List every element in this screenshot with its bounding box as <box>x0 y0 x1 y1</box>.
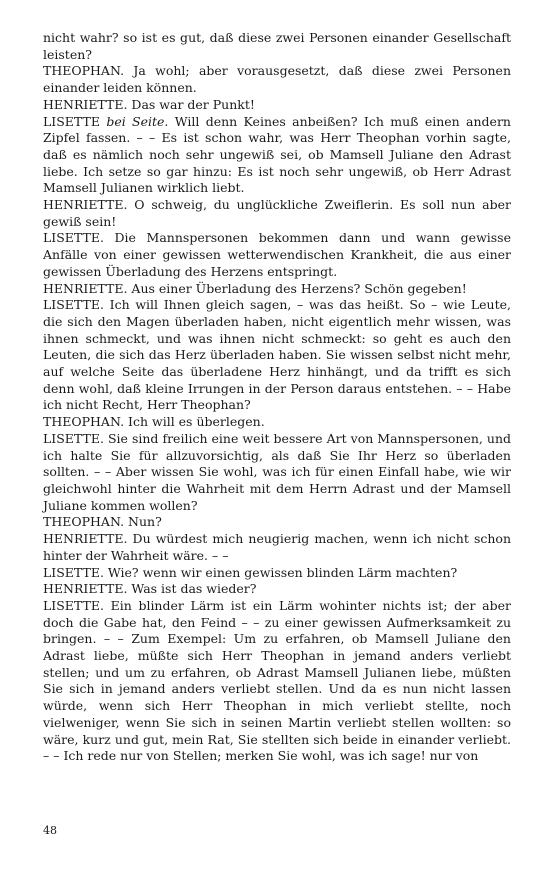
page-text <box>43 30 511 765</box>
dialogue-text: O schweig, du unglückliche Zweiflerin. Es soll nun aber gewiß sein! <box>43 197 511 229</box>
dialogue-line <box>43 431 511 515</box>
dialogue-text: Nun? <box>124 514 162 530</box>
dialogue-line <box>43 197 511 230</box>
speaker-name: LISETTE. <box>43 430 104 446</box>
dialogue-text: Das war der Punkt! <box>127 96 255 112</box>
speaker-name: LISETTE. <box>43 564 104 580</box>
speaker-name: LISETTE. <box>43 597 104 613</box>
dialogue-text: Was ist das wieder? <box>127 581 257 597</box>
stage-direction: bei Seite. <box>106 113 169 129</box>
dialogue-line <box>43 63 511 96</box>
speaker-name: LISETTE <box>43 113 100 129</box>
dialogue-text: Du würdest mich neugierig machen, wenn ich nicht schon hinter der Wahrheit wäre. – – <box>43 531 511 563</box>
dialogue-text: Ja wohl; aber vorausgesetzt, daß diese zwei Personen einander leiden können. <box>43 63 511 96</box>
dialogue-line <box>43 531 511 564</box>
speaker-name: HENRIETTE. <box>43 531 128 547</box>
speaker-name: HENRIETTE. <box>43 96 128 112</box>
dialogue-text: Sie sind freilich eine weit bessere Art von Mannspersonen, und ich halte Sie für allzuvorsichtig, als daß Sie Ihr Herz so überladen sollten. – – Aber wissen Sie wohl, was ich für einen Einfall habe, wie wir gleichwohl hinter die Wahrheit mit dem Herrn Adrast und der Mamsell Juliane kommen wollen? <box>43 430 511 513</box>
dialogue-text: Aus einer Überladung des Herzens? Schön gegeben! <box>127 280 467 296</box>
dialogue-text: Ein blinder Lärm ist ein Lärm wohinter nichts ist; der aber doch die Gabe hat, den Feind – – zu einer gewissen Aufmerksamkeit zu bringen. – – Zum Exempel: Um zu erfahren, ob Mamsell Juliane den Adrast liebe, müßte sich Herr Theophan in jemand anders verliebt stellen; und um zu erfahren, ob Adrast Mamsell Julianen liebe, müßten Sie sich in jemand anders verliebt stellen. Und da es nun nicht lassen würde, wenn sich Herr Theophan in mich verliebt stellte, noch vielweniger, wenn Sie sich in seinen Martin verliebt stellen wollten: so wäre, kurz und gut, mein Rat, Sie stellten sich beide in einander verliebt. – – Ich rede nur von Stellen; merken Sie wohl, was ich sage! nur von <box>43 597 511 764</box>
dialogue-line <box>43 565 511 582</box>
dialogue-line <box>43 514 511 531</box>
dialogue-text: Die Mannspersonen bekommen dann und wann gewisse Anfälle von einer gewissen wetterwendischen Krankheit, die aus einer gewissen Überladung des Herzens entspringt. <box>43 230 511 279</box>
speaker-name: HENRIETTE. <box>43 197 128 213</box>
paragraph-text: nicht wahr? so ist es gut, daß diese zwei Personen einander Gesellschaft leisten? <box>43 30 511 62</box>
dialogue-line <box>43 581 511 598</box>
dialogue-text: Wie? wenn wir einen gewissen blinden Lärm machten? <box>103 564 458 580</box>
dialogue-line <box>43 281 511 298</box>
dialogue-text: Will denn Keines anbeißen? Ich muß einen andern Zipfel fassen. – – Es ist schon wahr, was Herr Theophan vorhin sagte, daß es nämlich noch sehr ungewiß sei, ob Mamsell Juliane den Adrast liebe. Ich setze so gar hinzu: Es ist noch sehr ungewiß, ob Herr Adrast Mamsell Julianen wirklich liebt. <box>43 113 511 196</box>
dialogue-line <box>43 414 511 431</box>
speaker-name: LISETTE. <box>43 297 104 313</box>
speaker-name: THEOPHAN. <box>43 514 125 530</box>
dialogue-line <box>43 97 511 114</box>
dialogue-line <box>43 114 511 198</box>
page-number: 48 <box>43 824 57 837</box>
dialogue-text: Ich will es überlegen. <box>124 414 265 430</box>
speaker-name: HENRIETTE. <box>43 280 128 296</box>
dialogue-line <box>43 297 511 414</box>
dialogue-line <box>43 598 511 765</box>
speaker-name: THEOPHAN. <box>43 63 125 79</box>
paragraph-continuation <box>43 30 511 63</box>
speaker-name: LISETTE. <box>43 230 104 246</box>
speaker-name: HENRIETTE. <box>43 581 128 597</box>
dialogue-text: Ich will Ihnen gleich sagen, – was das heißt. So – wie Leute, die sich den Magen überladen haben, nicht eigentlich mehr wissen, was ihnen schmeckt, und was ihnen nicht schmeckt: so geht es auch den Leuten, die sich das Herz überladen haben. Sie wissen selbst nicht mehr, auf welche Seite das überladene Herz hinhängt, und da trifft es sich denn wohl, daß kleine Irrungen in der Person daraus entstehen. – – Habe ich nicht Recht, Herr Theophan? <box>43 297 511 413</box>
speaker-name: THEOPHAN. <box>43 414 125 430</box>
dialogue-line <box>43 230 511 280</box>
